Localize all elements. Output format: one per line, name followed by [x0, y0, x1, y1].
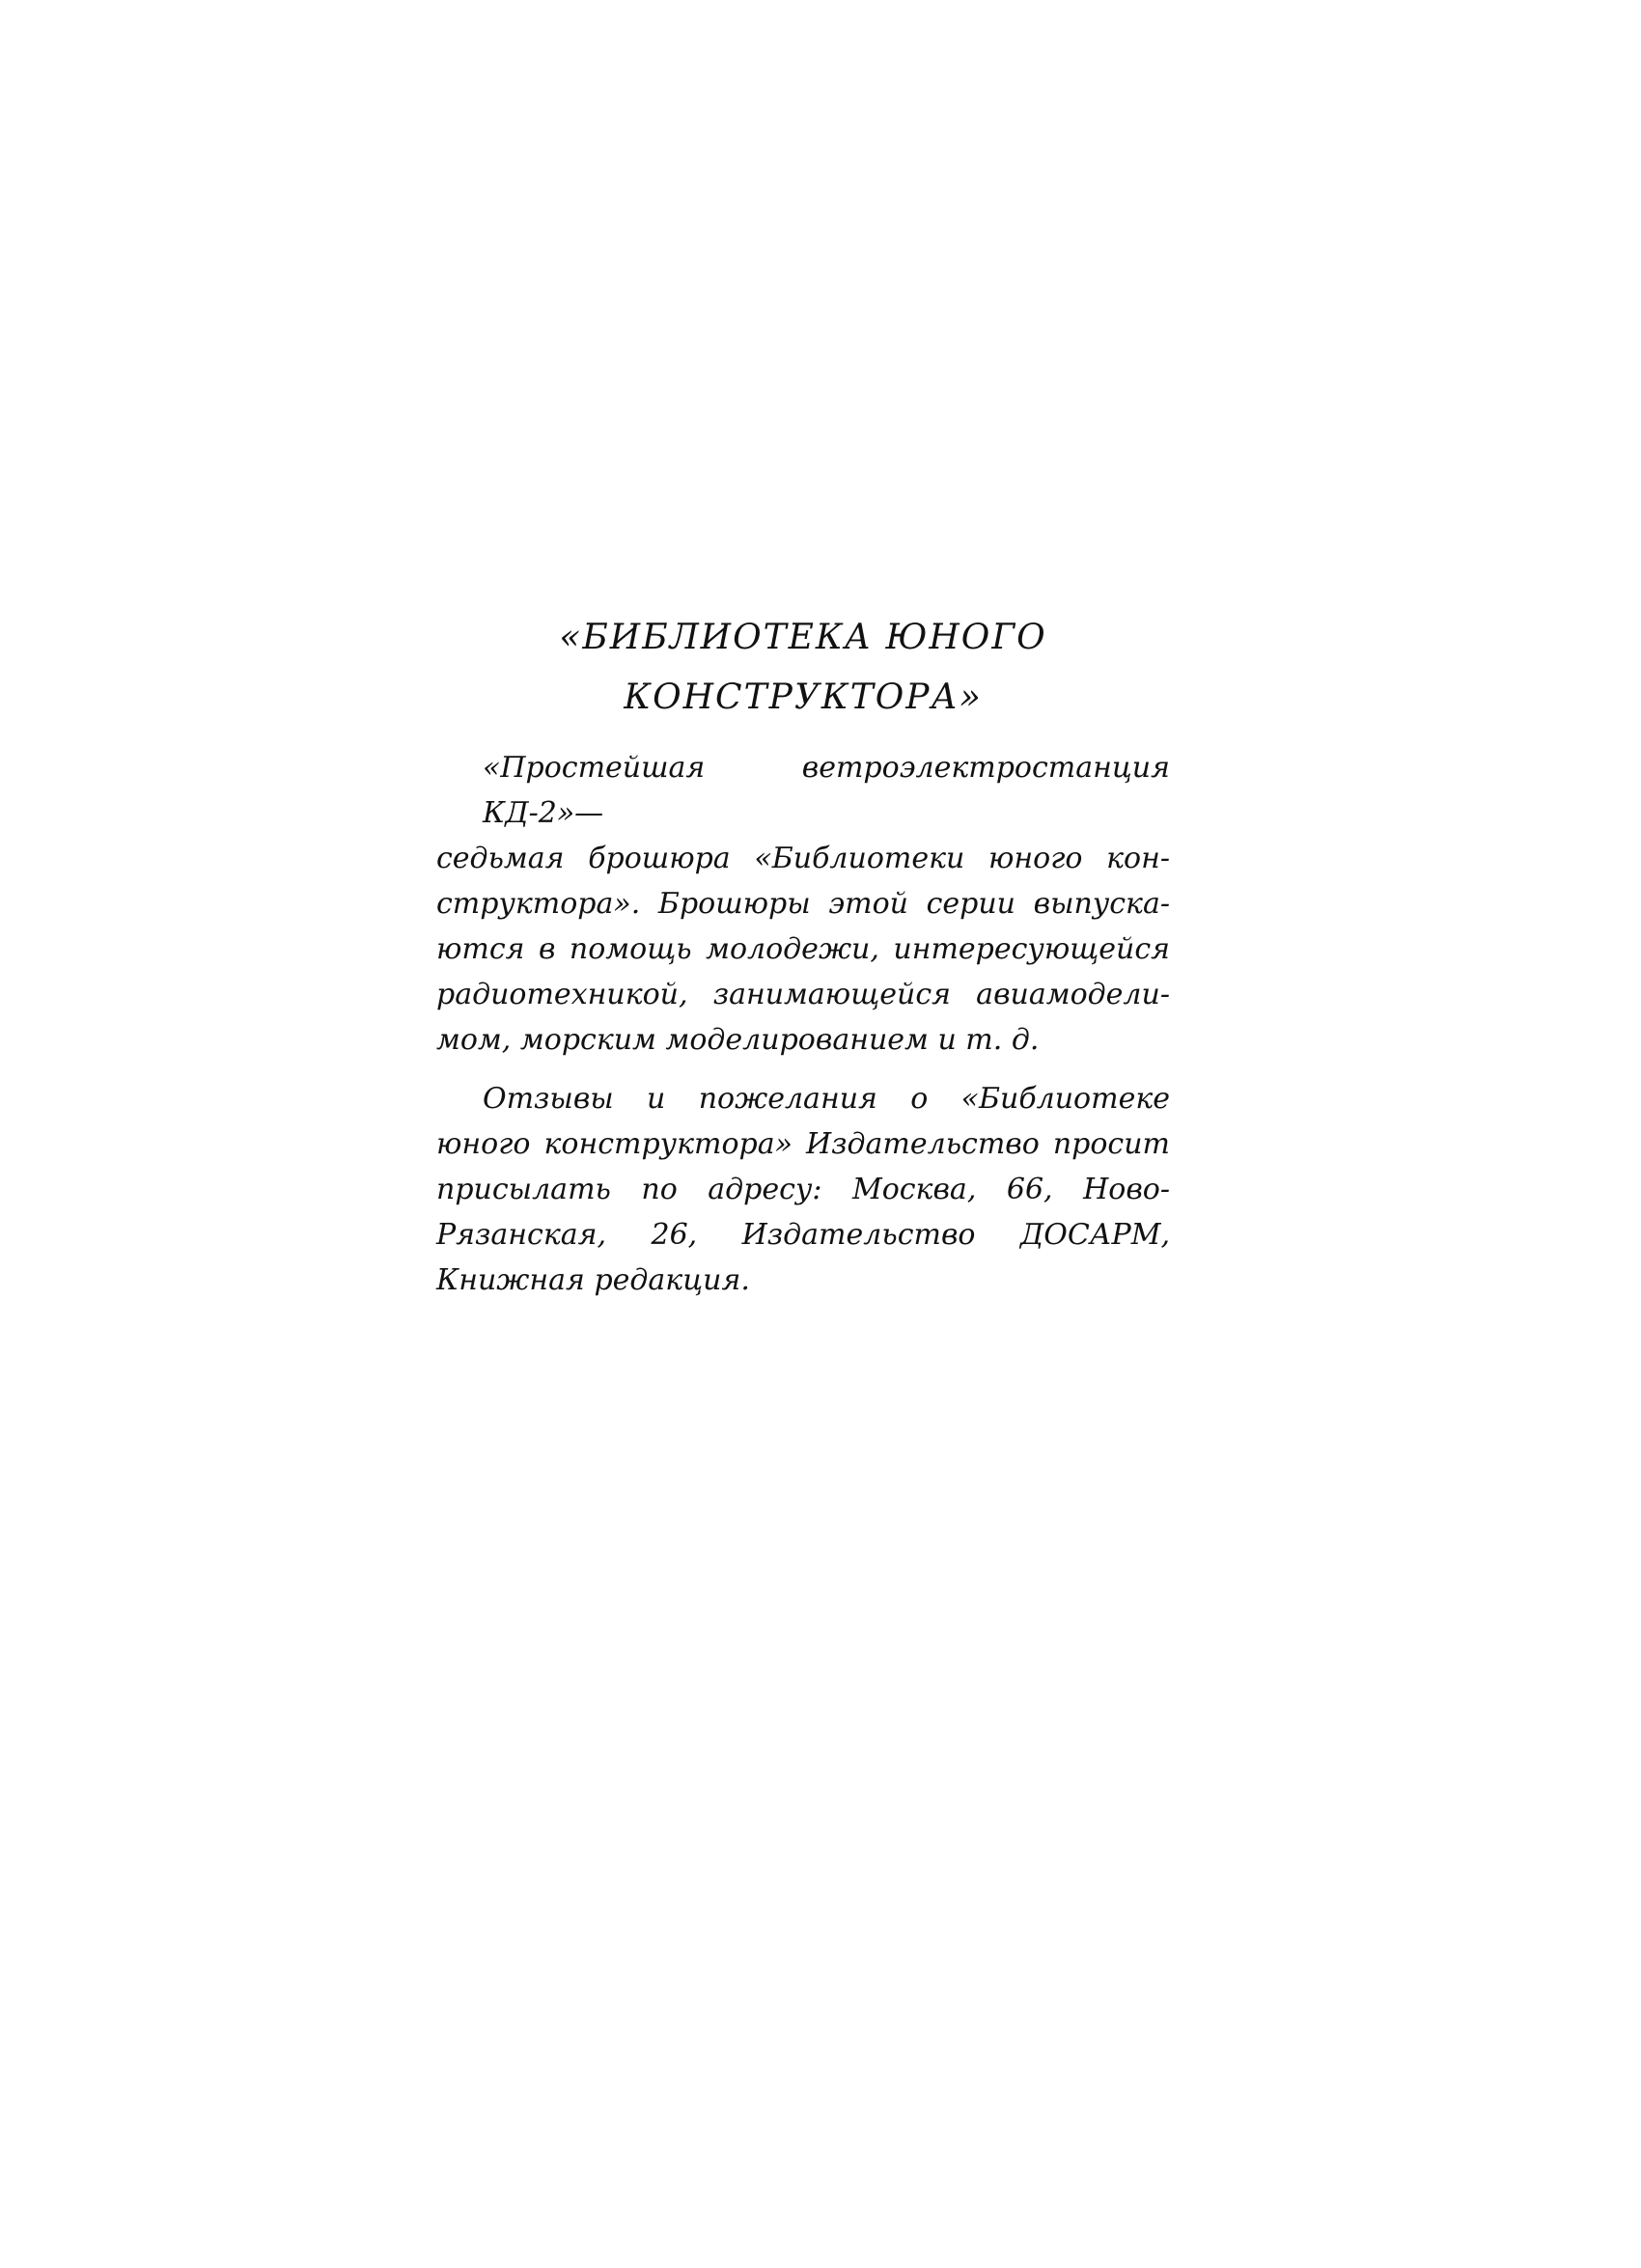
paragraph-line: присылать по адресу: Москва, 66, Ново- [436, 1173, 1170, 1206]
paragraph-line: Отзывы и пожелания о «Библиотеке [483, 1082, 1170, 1116]
paragraph-line: мом, морским моделированием и т. д. [436, 1023, 1040, 1057]
info-text-block [436, 608, 1170, 1303]
series-title [436, 608, 1170, 728]
paragraph-line: юного конструктора» Издательство просит [436, 1127, 1170, 1161]
paragraph-line: Рязанская, 26, Издательство ДОСАРМ, [436, 1218, 1170, 1252]
series-title-line: «БИБЛИОТЕКА ЮНОГО [559, 618, 1047, 657]
paragraph-line: структора». Брошюры этой серии выпуска- [436, 887, 1170, 921]
paragraph-line: ются в помощь молодежи, интересующейся [436, 932, 1170, 966]
feedback-address-paragraph [436, 1076, 1170, 1303]
paragraph-line: седьмая брошюра «Библиотеки юного кон- [436, 842, 1170, 875]
paragraph-line: Книжная редакция. [436, 1263, 750, 1297]
paragraph-line: радиотехникой, занимающейся авиамодели- [436, 978, 1170, 1011]
series-description-paragraph [436, 745, 1170, 1063]
paragraph-line: «Простейшая ветроэлектростанция КД-2»— [483, 751, 1170, 830]
series-title-line: КОНСТРУКТОРА» [624, 678, 983, 717]
